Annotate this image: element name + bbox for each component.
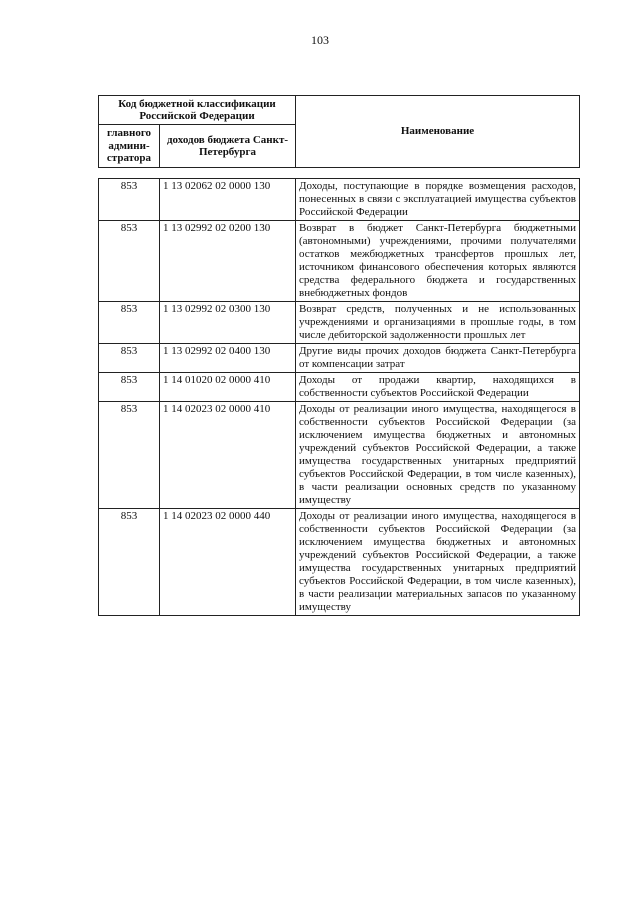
name-cell: Доходы от продажи квартир, находящихся в собственности субъектов Российской Федерации	[296, 373, 580, 402]
header-row-group	[99, 96, 580, 125]
table-row	[99, 179, 580, 221]
page-number: 103	[311, 33, 329, 47]
revenue-code-cell: 1 13 02992 02 0200 130	[160, 221, 296, 302]
table-row	[99, 509, 580, 616]
name-cell: Возврат средств, полученных и не использованных учреждениями и организациями в прошлые годы, в том числе дебиторской задолженности прошлых лет	[296, 302, 580, 344]
data-table	[98, 178, 580, 616]
name-cell: Доходы от реализации иного имущества, находящегося в собственности субъектов Российской Федерации (за исключением имущества бюджетных и автономных учреждений субъектов Российской Федерации, а также имущества государственных унитарных предприятий субъектов Российской Федерации, в том числе казенных), в части реализации материальных запасов по указанному имуществу	[296, 509, 580, 616]
header-table	[98, 95, 580, 168]
admin-code-cell: 853	[99, 373, 160, 402]
name-cell: Доходы от реализации иного имущества, находящегося в собственности субъектов Российской Федерации (за исключением имущества бюджетных и автономных учреждений субъектов Российской Федерации, а также имущества государственных унитарных предприятий субъектов Российской Федерации, в том числе казенных), в части реализации основных средств по указанному имуществу	[296, 402, 580, 509]
header-revenue: доходов бюджета Санкт-Петербурга	[160, 125, 296, 168]
table-row	[99, 402, 580, 509]
header-group-title: Код бюджетной классификации Российской Федерации	[99, 96, 296, 125]
admin-code-cell: 853	[99, 179, 160, 221]
table-row	[99, 373, 580, 402]
admin-code-cell: 853	[99, 402, 160, 509]
name-cell: Другие виды прочих доходов бюджета Санкт-Петербурга от компенсации затрат	[296, 344, 580, 373]
admin-code-cell: 853	[99, 509, 160, 616]
table-row	[99, 344, 580, 373]
revenue-code-cell: 1 14 01020 02 0000 410	[160, 373, 296, 402]
revenue-code-cell: 1 13 02062 02 0000 130	[160, 179, 296, 221]
header-name: Наименование	[296, 96, 580, 168]
table-row	[99, 221, 580, 302]
table-row	[99, 302, 580, 344]
admin-code-cell: 853	[99, 344, 160, 373]
table-body	[99, 179, 580, 616]
revenue-code-cell: 1 13 02992 02 0300 130	[160, 302, 296, 344]
name-cell: Доходы, поступающие в порядке возмещения расходов, понесенных в связи с эксплуатацией имущества субъектов Российской Федерации	[296, 179, 580, 221]
revenue-code-cell: 1 14 02023 02 0000 410	[160, 402, 296, 509]
revenue-code-cell: 1 13 02992 02 0400 130	[160, 344, 296, 373]
revenue-code-cell: 1 14 02023 02 0000 440	[160, 509, 296, 616]
admin-code-cell: 853	[99, 302, 160, 344]
admin-code-cell: 853	[99, 221, 160, 302]
header-admin: главного админи-стратора	[99, 125, 160, 168]
name-cell: Возврат в бюджет Санкт-Петербурга бюджетными (автономными) учреждениями, прочими получателями остатков межбюджетных трансфертов прошлых лет, источником финансового обеспечения которых являются средства федерального бюджета и государственных внебюджетных фондов	[296, 221, 580, 302]
